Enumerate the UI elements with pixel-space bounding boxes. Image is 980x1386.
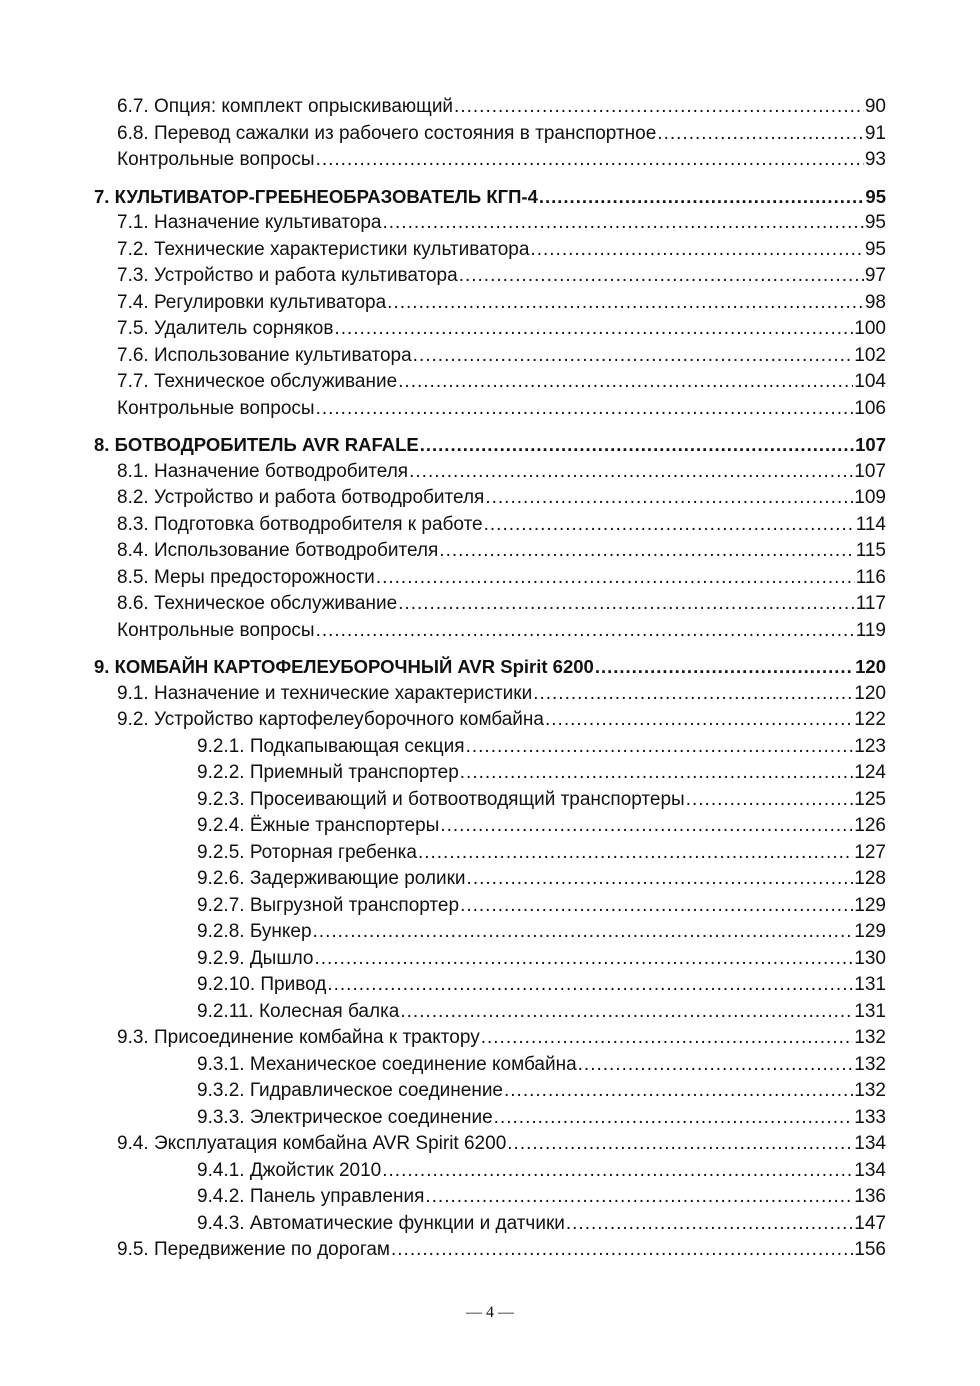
toc-entry-title: 7. КУЛЬТИВАТОР-ГРЕБНЕОБРАЗОВАТЕЛЬ КГП-4 (94, 185, 538, 207)
toc-entry[interactable] (94, 1237, 886, 1264)
dot-leader (313, 919, 854, 946)
dot-leader (382, 1158, 853, 1185)
toc-entry-title: 8.4. Использование ботводробителя (117, 540, 439, 561)
toc-entry[interactable] (94, 459, 886, 486)
toc-entry[interactable] (94, 681, 886, 708)
toc-entry-title: 9.2.11. Колесная балка (197, 1000, 400, 1022)
toc-entry-title: 9.2.4. Ёжные транспортеры (197, 815, 440, 836)
dot-leader (391, 1237, 853, 1264)
toc-chapter[interactable] (94, 654, 886, 681)
dot-leader (420, 432, 854, 459)
toc-entry-title: 9.1. Назначение и технические характеристики (117, 682, 533, 704)
toc-entry-page: 107 (855, 434, 886, 455)
toc-chapter[interactable] (94, 432, 886, 459)
dot-leader (533, 681, 853, 708)
toc-entry-page: 132 (854, 1080, 886, 1101)
toc-entry-page: 134 (854, 1133, 886, 1154)
toc-entry-page: 100 (854, 318, 886, 339)
toc-entry[interactable] (94, 290, 886, 317)
toc-entry[interactable] (94, 813, 886, 840)
toc-entry-title: 8.6. Техническое обслуживание (117, 593, 398, 614)
toc-entry[interactable] (94, 999, 886, 1026)
toc-entry-page: 91 (864, 122, 886, 144)
toc-entry-title: 9.2.3. Просеивающий и ботвоотводящий транспортеры (197, 788, 685, 810)
toc-entry-page: 90 (864, 96, 886, 117)
toc-entry-page: 125 (854, 788, 886, 810)
toc-entry[interactable] (94, 1052, 886, 1079)
toc-entry-title: 8. БОТВОДРОБИТЕЛЬ AVR RAFALE (94, 434, 419, 455)
toc-entry-title: 9.4.1. Джойстик 2010 (197, 1159, 382, 1181)
toc-entry-title: 9.2.2. Приемный транспортер (197, 762, 459, 783)
toc-entry-page: 136 (854, 1186, 886, 1207)
toc-entry-page: 106 (854, 397, 886, 419)
dot-leader (400, 999, 853, 1026)
toc-entry-page: 147 (854, 1212, 886, 1234)
dot-leader (327, 972, 853, 999)
dot-leader (376, 565, 855, 592)
toc-entry-title: 9.2. Устройство картофелеуборочного комбайна (117, 709, 544, 730)
toc-entry-page: 116 (855, 566, 886, 588)
toc-entry-title: 8.3. Подготовка ботводробителя к работе (117, 513, 483, 535)
dot-leader (595, 654, 854, 681)
toc-entry-page: 98 (864, 291, 886, 313)
toc-entry[interactable] (94, 972, 886, 999)
dot-leader (382, 210, 863, 237)
toc-entry[interactable] (94, 1078, 886, 1105)
dot-leader (334, 316, 853, 343)
toc-entry-title: 7.3. Устройство и работа культиватора (117, 265, 458, 286)
toc-entry[interactable] (94, 147, 886, 174)
toc-entry-page: 95 (864, 238, 886, 260)
toc-entry-page: 123 (854, 735, 886, 757)
toc-entry-title: 6.8. Перевод сажалки из рабочего состояния в транспортное (117, 122, 657, 144)
dot-leader (686, 787, 854, 814)
toc-entry-page: 129 (854, 921, 886, 942)
toc-entry[interactable] (94, 485, 886, 512)
toc-entry-title: 9.3.1. Механическое соединение комбайна (197, 1053, 577, 1075)
toc-entry-title: 9.4. Эксплуатация комбайна AVR Spirit 6200 (117, 1133, 507, 1154)
toc-entry-title: 7.6. Использование культиватора (117, 344, 412, 366)
toc-entry-page: 117 (855, 593, 886, 614)
toc-entry-page: 109 (854, 487, 886, 508)
toc-entry[interactable] (94, 760, 886, 787)
toc-entry[interactable] (94, 707, 886, 734)
toc-entry[interactable] (94, 538, 886, 565)
dot-leader (545, 707, 853, 734)
toc-entry-page: 102 (854, 344, 886, 366)
toc-entry-title: 7.5. Удалитель сорняков (117, 318, 334, 339)
toc-entry[interactable] (94, 866, 886, 893)
toc-entry[interactable] (94, 237, 886, 264)
toc-entry-title: 9.3.3. Электрическое соединение (197, 1106, 493, 1128)
dot-leader (578, 1052, 854, 1079)
dot-leader (316, 618, 855, 645)
dot-leader (454, 94, 864, 121)
toc-entry[interactable] (94, 1105, 886, 1132)
toc-entry-page: 104 (854, 371, 886, 392)
toc-entry[interactable] (94, 1158, 886, 1185)
dot-leader (398, 369, 853, 396)
toc-entry[interactable] (94, 919, 886, 946)
dot-leader (398, 591, 855, 618)
dot-leader (467, 866, 854, 893)
dot-leader (507, 1131, 853, 1158)
toc-entry-page: 131 (854, 1000, 886, 1022)
toc-entry-title: 8.1. Назначение ботводробителя (117, 460, 409, 482)
dot-leader (481, 1025, 854, 1052)
toc-entry-title: 9.2.1. Подкапывающая секция (197, 735, 465, 757)
toc-entry-page: 128 (854, 868, 886, 889)
toc-entry-page: 107 (854, 460, 886, 482)
dot-leader (566, 1211, 853, 1238)
toc-entry-title: 7.2. Технические характеристики культиватора (117, 238, 530, 260)
toc-entry-page: 114 (855, 513, 886, 535)
toc-entry-title: 7.4. Регулировки культиватора (117, 291, 387, 313)
toc-entry-page: 120 (855, 656, 886, 677)
toc-entry-page: 95 (864, 212, 886, 233)
page-number: — 4 — (466, 1304, 514, 1321)
dot-leader (460, 760, 854, 787)
toc-entry-title: 9. КОМБАЙН КАРТОФЕЛЕУБОРОЧНЫЙ AVR Spirit 6200 (94, 656, 594, 677)
toc-entry[interactable] (94, 316, 886, 343)
toc-entry-page: 134 (854, 1159, 886, 1181)
toc-entry[interactable] (94, 618, 886, 645)
toc-entry-page: 132 (854, 1053, 886, 1075)
toc-entry-title: 9.4.2. Панель управления (197, 1186, 425, 1207)
toc-entry-page: 156 (854, 1239, 886, 1260)
toc-entry[interactable] (94, 94, 886, 121)
toc-entry-page: 124 (854, 762, 886, 783)
toc-entry[interactable] (94, 565, 886, 592)
dot-leader (504, 1078, 853, 1105)
dot-leader (484, 512, 855, 539)
dot-leader (314, 946, 853, 973)
toc-entry-title: 9.2.6. Задерживающие ролики (197, 868, 466, 889)
toc-entry-title: 6.7. Опция: комплект опрыскивающий (117, 96, 454, 117)
dot-leader (657, 121, 864, 148)
toc-entry[interactable] (94, 840, 886, 867)
toc-entry-page: 133 (854, 1106, 886, 1128)
toc-chapter[interactable] (94, 184, 886, 211)
toc-entry-page: 129 (854, 894, 886, 916)
dot-leader (316, 147, 864, 174)
toc-entry-title: 7.1. Назначение культиватора (117, 212, 382, 233)
toc-entry[interactable] (94, 1131, 886, 1158)
toc-entry-title: 9.5. Передвижение по дорогам (117, 1239, 390, 1260)
toc-entry-page: 120 (854, 682, 886, 704)
dot-leader (413, 343, 854, 370)
toc-entry-page: 127 (854, 841, 886, 863)
toc-entry-title: Контрольные вопросы (117, 619, 315, 641)
toc-entry-page: 132 (854, 1027, 886, 1048)
dot-leader (387, 290, 864, 317)
toc-entry[interactable] (94, 1025, 886, 1052)
toc-entry-title: 9.2.7. Выгрузной транспортер (197, 894, 460, 916)
toc-entry[interactable] (94, 263, 886, 290)
toc-entry[interactable] (94, 946, 886, 973)
dot-leader (425, 1184, 853, 1211)
toc-entry[interactable] (94, 512, 886, 539)
dot-leader (409, 459, 853, 486)
dot-leader (466, 734, 854, 761)
toc-entry-page: 119 (855, 619, 886, 641)
dot-leader (439, 538, 854, 565)
toc-entry-page: 93 (864, 149, 886, 170)
table-of-contents (94, 94, 886, 1264)
toc-entry-page: 115 (855, 540, 886, 561)
toc-entry[interactable] (94, 1184, 886, 1211)
toc-entry-title: 9.2.9. Дышло (197, 947, 314, 969)
toc-entry-page: 122 (854, 709, 886, 730)
toc-entry[interactable] (94, 591, 886, 618)
toc-entry-page: 126 (854, 815, 886, 836)
toc-entry[interactable] (94, 893, 886, 920)
toc-entry[interactable] (94, 1211, 886, 1238)
toc-entry[interactable] (94, 734, 886, 761)
toc-entry[interactable] (94, 121, 886, 148)
toc-entry-title: Контрольные вопросы (117, 149, 315, 170)
dot-leader (440, 813, 853, 840)
toc-entry-page: 95 (865, 185, 886, 207)
dot-leader (418, 840, 853, 867)
toc-entry-title: 9.2.10. Привод (197, 974, 327, 995)
toc-entry-title: 8.5. Меры предосторожности (117, 566, 375, 588)
toc-entry-title: 9.3. Присоединение комбайна к трактору (117, 1027, 480, 1048)
toc-entry[interactable] (94, 210, 886, 237)
dot-leader (460, 893, 853, 920)
dot-leader (530, 237, 863, 264)
dot-leader (485, 485, 853, 512)
dot-leader (539, 184, 865, 211)
toc-entry[interactable] (94, 396, 886, 423)
toc-entry-title: 9.3.2. Гидравлическое соединение (197, 1080, 503, 1101)
toc-entry-page: 97 (864, 265, 886, 286)
toc-entry-page: 131 (854, 974, 886, 995)
toc-entry-title: 7.7. Техническое обслуживание (117, 371, 398, 392)
toc-entry-title: 9.4.3. Автоматические функции и датчики (197, 1212, 565, 1234)
dot-leader (316, 396, 854, 423)
toc-entry-title: 9.2.8. Бункер (197, 921, 312, 942)
toc-entry[interactable] (94, 343, 886, 370)
toc-entry-page: 130 (854, 947, 886, 969)
toc-entry-title: 8.2. Устройство и работа ботводробителя (117, 487, 485, 508)
toc-entry-title: 9.2.5. Роторная гребенка (197, 841, 417, 863)
toc-entry[interactable] (94, 787, 886, 814)
toc-entry-title: Контрольные вопросы (117, 397, 315, 419)
toc-entry[interactable] (94, 369, 886, 396)
dot-leader (494, 1105, 854, 1132)
dot-leader (459, 263, 864, 290)
